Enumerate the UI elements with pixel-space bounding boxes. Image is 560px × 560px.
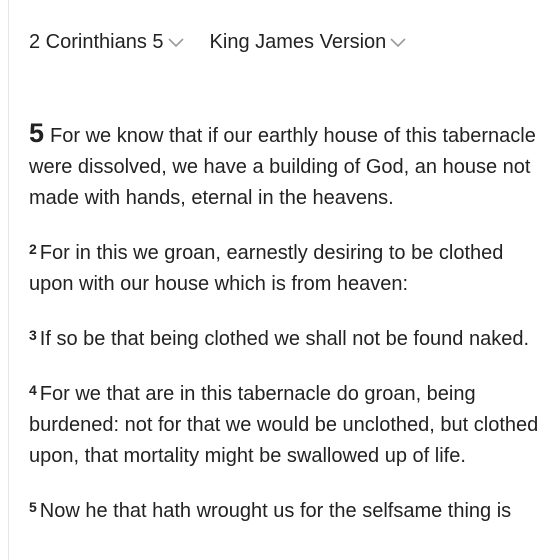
chevron-down-icon [388, 35, 408, 49]
reader-header [29, 28, 408, 56]
verse-text: For we know that if our earthly house of this tabernacle were dissolved, we have a building of God, an house not made with hands, eternal in the heavens. [29, 125, 536, 209]
chevron-down-icon [166, 35, 186, 49]
verse-number: 3 [29, 327, 37, 343]
chapter-number: 5 [29, 118, 45, 148]
verse-text: If so be that being clothed we shall not be found naked. [39, 328, 530, 350]
chapter-text [29, 118, 549, 547]
verse-text: For in this we groan, earnestly desiring to be clothed upon with our house which is from heaven: [29, 242, 504, 295]
verse-1 [29, 118, 549, 214]
verse-number: 4 [29, 382, 37, 398]
verse-number: 5 [29, 499, 37, 515]
verse-2 [29, 234, 549, 300]
verse-3 [29, 320, 549, 355]
book-chapter-label: 2 Corinthians 5 [29, 30, 164, 53]
verse-4 [29, 375, 549, 472]
reader-page [8, 0, 560, 560]
verse-text: Now he that hath wrought us for the selfsame thing is [39, 500, 512, 522]
book-chapter-selector[interactable] [29, 31, 186, 54]
verse-text: For we that are in this tabernacle do groan, being burdened: not for that we would be unclothed, but clothed upon, that mortality might be swallowed up of life. [29, 383, 539, 467]
verse-5 [29, 492, 549, 527]
version-selector[interactable] [210, 31, 409, 54]
version-label: King James Version [209, 30, 387, 53]
verse-number: 2 [29, 241, 37, 257]
